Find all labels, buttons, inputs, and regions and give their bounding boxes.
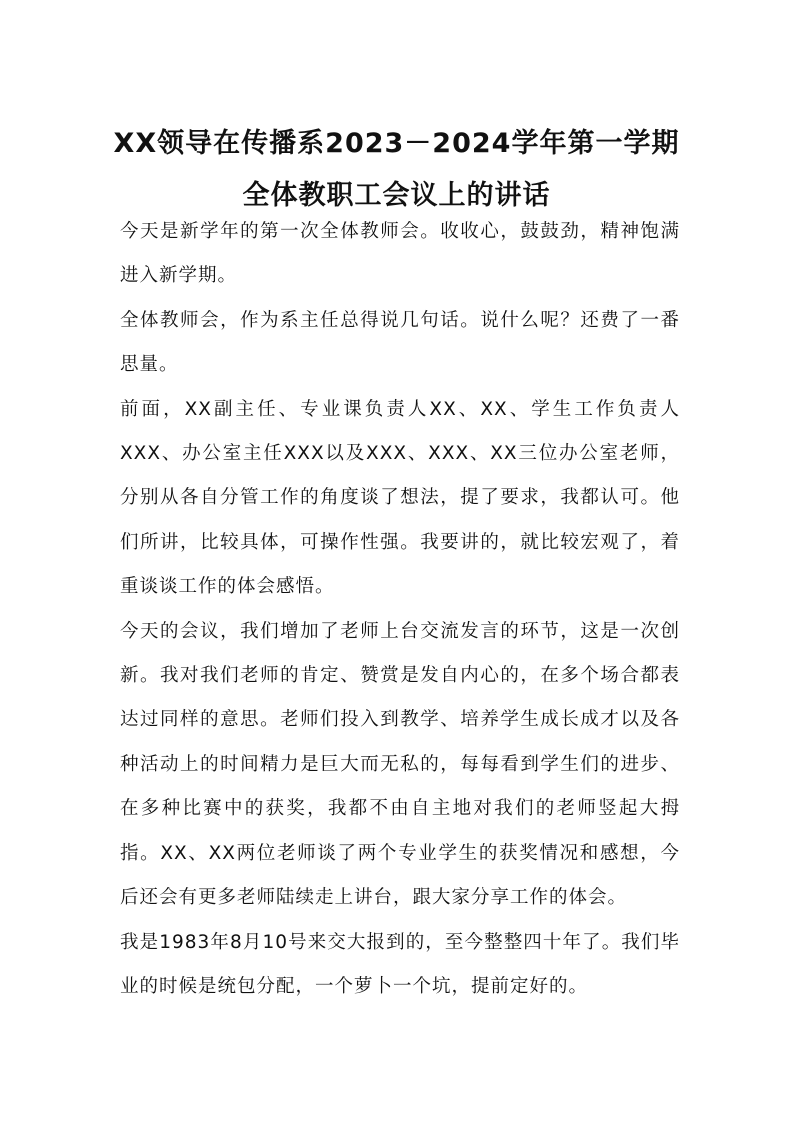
title-line-2: 全体教职工会议上的讲话 [242,180,551,211]
paragraph-5: 我是1983年8月10号来交大报到的，至今整整四十年了。我们毕业的时候是统包分配，一个萝卜一个坑，提前定好的。 [120,931,680,997]
document-title [100,118,693,222]
document-body [120,210,680,1009]
paragraph-3: 前面，XX副主任、专业课负责人XX、XX、学生工作负责人XXX、办公室主任XXX以及XXX、XXX、XX三位办公室老师，分别从各自分管工作的角度谈了想法，提了要求，我都认可。他们所讲，比较具体，可操作性强。我要讲的，就比较宏观了，着重谈谈工作的体会感悟。 [120,398,680,598]
paragraph-2: 全体教师会，作为系主任总得说几句话。说什么呢？还费了一番思量。 [120,309,680,376]
paragraph-1: 今天是新学年的第一次全体教师会。收收心，鼓鼓劲，精神饱满进入新学期。 [120,221,680,287]
paragraph-4: 今天的会议，我们增加了老师上台交流发言的环节，这是一次创新。我对我们老师的肯定、赞赏是发自内心的，在多个场合都表达过同样的意思。老师们投入到教学、培养学生成长成才以及各种活动上的时间精力是巨大而无私的，每每看到学生们的进步、在多种比赛中的获奖，我都不由自主地对我们的老师竖起大拇指。XX、XX两位老师谈了两个专业学生的获奖情况和感想，今后还会有更多老师陆续走上讲台，跟大家分享工作的体会。 [120,620,680,909]
title-line-1: XX领导在传播系2023－2024学年第一学期 [113,128,680,159]
